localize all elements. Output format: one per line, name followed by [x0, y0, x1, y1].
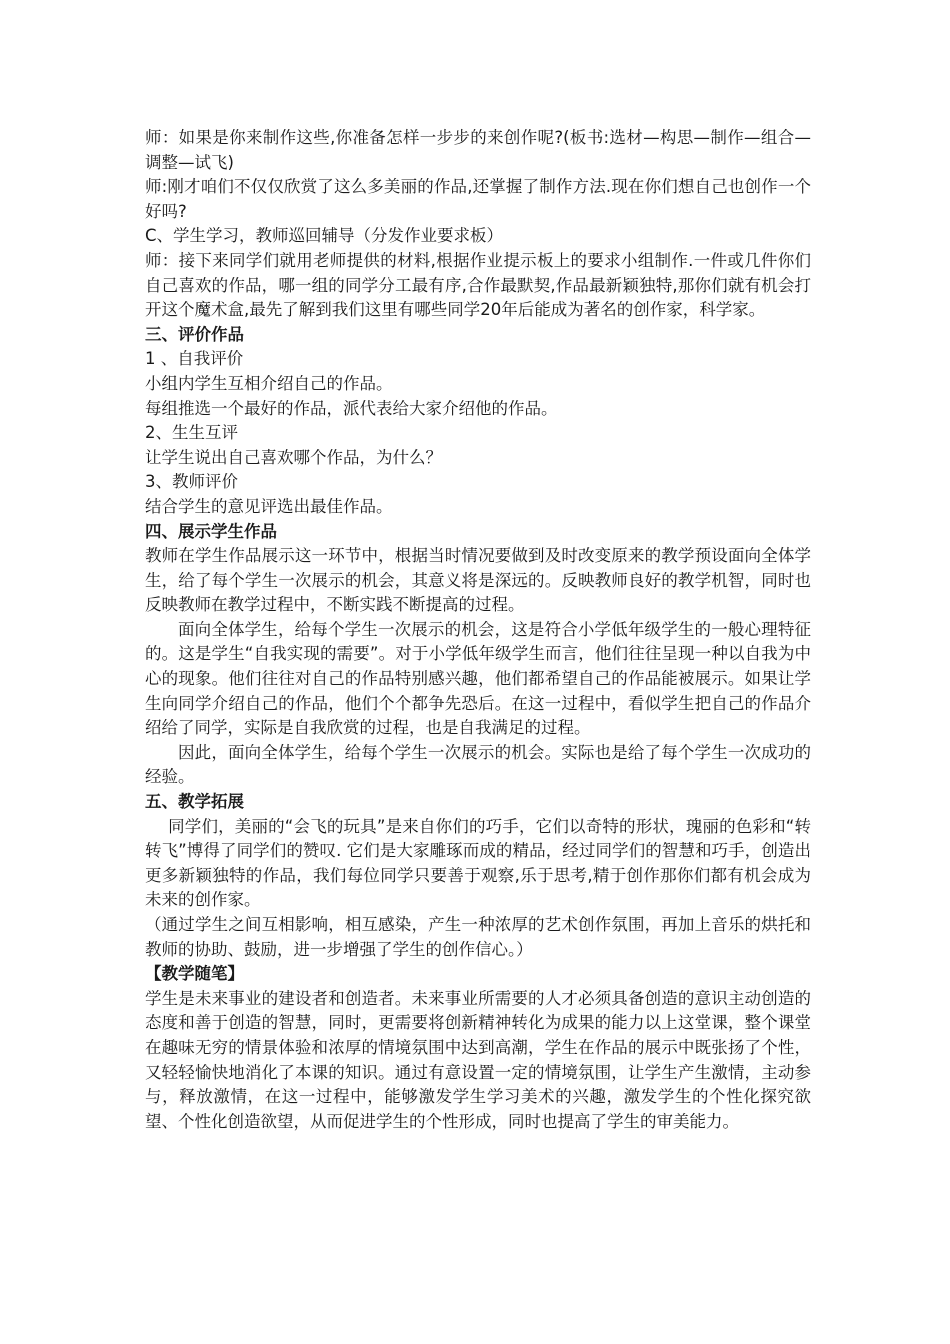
- heading-teaching-notes: 【教学随笔】: [145, 964, 244, 984]
- document-page: [145, 126, 811, 1134]
- heading-extension: 五、教学拓展: [145, 792, 244, 812]
- heading-show-works: 四、展示学生作品: [145, 521, 277, 541]
- paragraph-extension-body: 同学们，美丽的“会飞的玩具”是来自你们的巧手，它们以奇特的形状，瑰丽的色彩和“转转飞”博得了同学们的赞叹. 它们是大家雕琢而成的精品，经过同学们的智慧和巧手，创造出更多新颖独特的作品，我们每位同学只要善于观察,乐于思考,精于创作那你们都有机会成为未来的创作家。: [145, 816, 811, 910]
- paragraph-show-intro: 教师在学生作品展示这一环节中，根据当时情况要做到及时改变原来的教学预设面向全体学生，给了每个学生一次展示的机会，其意义将是深远的。反映教师良好的教学机智，同时也反映教师在教学过程中，不断实践不断提高的过程。: [145, 546, 811, 615]
- paragraph-group-introduce: 小组内学生互相介绍自己的作品。: [145, 373, 393, 393]
- paragraph-show-conclusion: 因此，面向全体学生，给每个学生一次展示的机会。实际也是给了每个学生一次成功的经验。: [145, 742, 811, 787]
- paragraph-extension-note: （通过学生之间互相影响，相互感染，产生一种浓厚的艺术创作氛围，再加上音乐的烘托和教师的协助、鼓励，进一步增强了学生的创作信心。）: [145, 915, 811, 959]
- paragraph-group-select: 每组推选一个最好的作品，派代表给大家介绍他的作品。: [145, 398, 558, 418]
- paragraph-teaching-notes-body: 学生是未来事业的建设者和创造者。未来事业所需要的人才必须具备创造的意识主动创造的态度和善于创造的智慧，同时，更需要将创新精神转化为成果的能力以上这堂课，整个课堂在趣味无穷的情景体验和浓厚的情境氛围中达到高潮，学生在作品的展示中既张扬了个性，又轻轻愉快地消化了本课的知识。通过有意设置一定的情境氛围，让学生产生激情，主动参与，释放激情，在这一过程中，能够激发学生学习美术的兴趣，激发学生的个性化探究欲望、个性化创造欲望，从而促进学生的个性形成，同时也提高了学生的审美能力。: [145, 988, 811, 1131]
- paragraph-create-invitation: 师:刚才咱们不仅仅欣赏了这么多美丽的作品,还掌握了制作方法.现在你们想自己也创作一个好吗?: [145, 177, 811, 221]
- paragraph-self-evaluation: 1 、自我评价: [145, 349, 244, 369]
- paragraph-peer-evaluation: 2、生生互评: [145, 423, 238, 443]
- paragraph-group-task: 师：接下来同学们就用老师提供的材料,根据作业提示板上的要求小组制作.一件或几件你们自己喜欢的作品，哪一组的同学分工最有序,合作最默契,作品最新颖独特,那你们就有机会打开这个魔术盒,最先了解到我们这里有哪些同学20年后能成为著名的创作家，科学家。: [145, 250, 811, 320]
- paragraph-step-c: C、学生学习，教师巡回辅导（分发作业要求板）: [145, 226, 504, 246]
- paragraph-show-psychology: 面向全体学生，给每个学生一次展示的机会，这是符合小学低年级学生的一般心理特征的。这是学生“自我实现的需要”。对于小学低年级学生而言，他们往往呈现一种以自我为中心的现象。他们往往对自己的作品特别感兴趣，他们都希望自己的作品能被展示。如果让学生向同学介绍自己的作品，他们个个都争先恐后。在这一过程中，看似学生把自己的作品介绍给了同学，实际是自我欣赏的过程，也是自我满足的过程。: [145, 619, 811, 738]
- paragraph-board-notes: 师：如果是你来制作这些,你准备怎样一步步的来创作呢?(板书:选材—构思—制作—组合—调整—试飞): [145, 128, 811, 172]
- paragraph-best-work: 结合学生的意见评选出最佳作品。: [145, 496, 393, 516]
- paragraph-peer-question: 让学生说出自己喜欢哪个作品，为什么？: [145, 447, 442, 467]
- paragraph-teacher-evaluation: 3、教师评价: [145, 472, 238, 492]
- heading-evaluate-works: 三、评价作品: [145, 324, 244, 344]
